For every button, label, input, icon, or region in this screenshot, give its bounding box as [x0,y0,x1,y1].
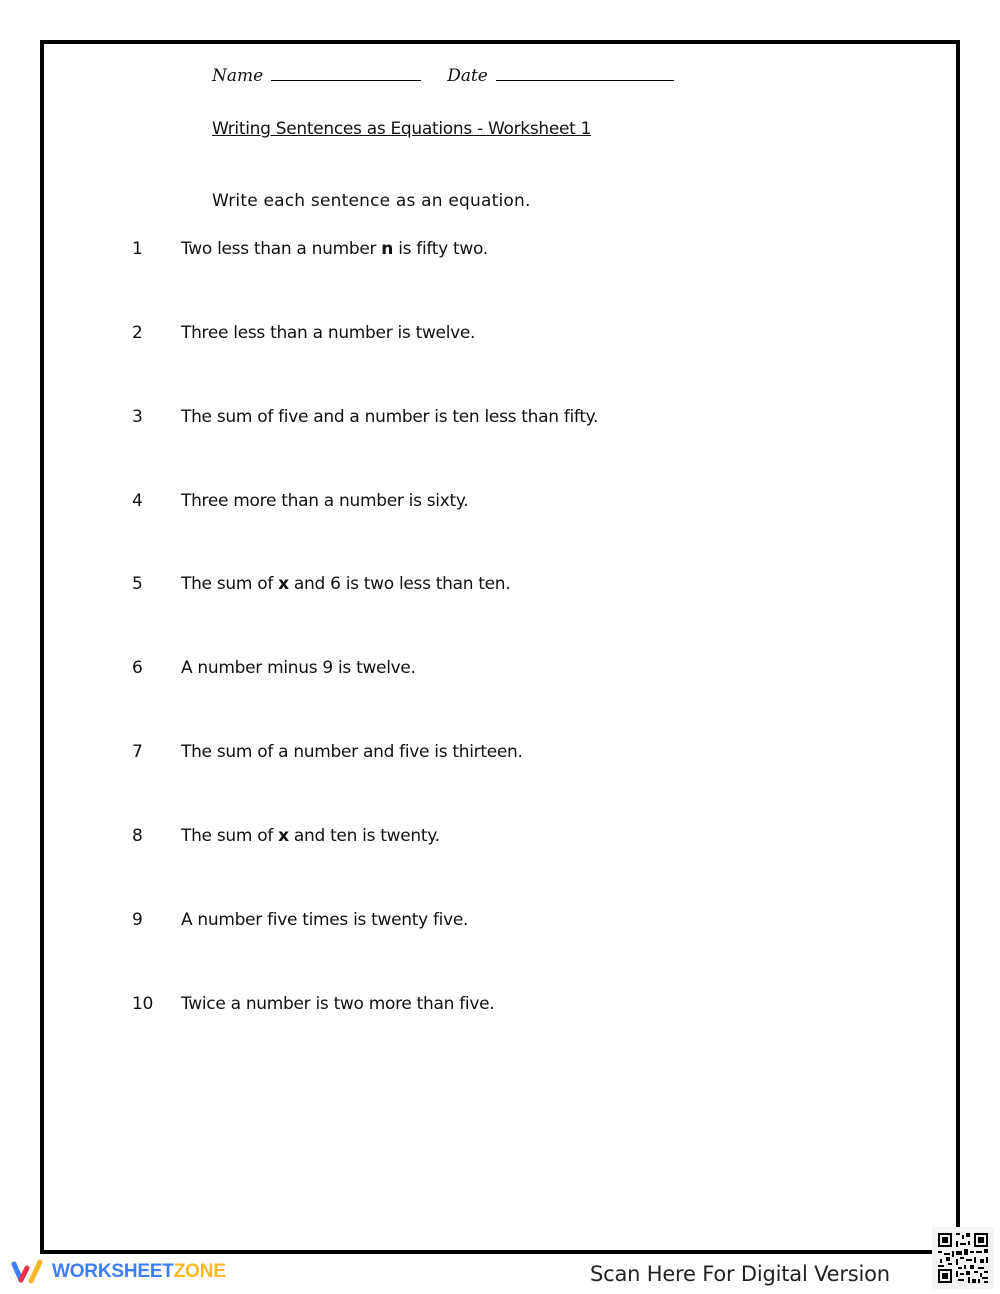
question-item: 10 Twice a number is two more than five. [132,994,495,1014]
question-number: 7 [132,742,143,762]
qr-code-icon[interactable] [932,1227,994,1289]
question-number: 10 [132,994,154,1014]
question-item: 1 Two less than a number n is fifty two. [132,239,488,259]
question-number: 4 [132,491,143,511]
question-number: 5 [132,574,143,594]
question-item: 7 The sum of a number and five is thirteen. [132,742,523,762]
question-item: 6 A number minus 9 is twelve. [132,658,416,678]
question-number: 2 [132,323,143,343]
question-item: 9 A number five times is twenty five. [132,910,469,930]
brand-name: WORKSHEETZONE [52,1261,226,1282]
question-item: 8 The sum of x and ten is twenty. [132,826,440,846]
name-date-line [212,66,674,86]
question-item: 4 Three more than a number is sixty. [132,491,469,511]
question-number: 8 [132,826,143,846]
name-field[interactable] [271,66,421,81]
scan-text: Scan Here For Digital Version [590,1262,890,1286]
question-number: 9 [132,910,143,930]
question-item: 2 Three less than a number is twelve. [132,323,476,343]
question-item: 5 The sum of x and 6 is two less than ten. [132,574,511,594]
worksheetzone-logo[interactable] [10,1259,226,1285]
question-number: 1 [132,239,143,259]
date-label: Date [447,66,488,86]
worksheet-border [40,40,960,1254]
instruction-text: Write each sentence as an equation. [212,191,531,211]
worksheet-title: Writing Sentences as Equations - Worksheet 1 [212,119,592,139]
question-item: 3 The sum of five and a number is ten less than fifty. [132,407,599,427]
name-label: Name [212,66,264,86]
variable: x [278,826,289,846]
question-number: 3 [132,407,143,427]
worksheetzone-w-icon [10,1259,46,1285]
variable: n [381,239,394,259]
variable: x [278,574,289,594]
qr-code-graphic [932,1227,994,1289]
question-number: 6 [132,658,143,678]
date-field[interactable] [496,66,674,81]
